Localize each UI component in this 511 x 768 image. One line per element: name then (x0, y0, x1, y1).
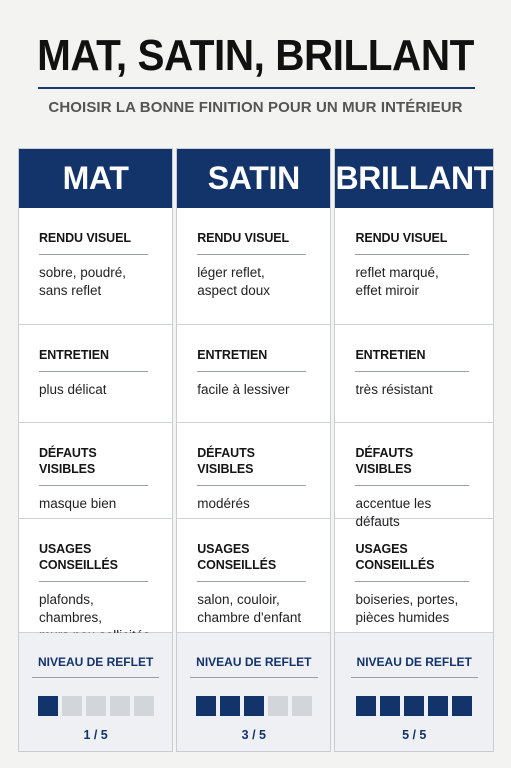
usages-conseilles-label: USAGES CONSEILLÉS (39, 541, 148, 582)
usages-conseilles-label: USAGES CONSEILLÉS (197, 541, 306, 582)
reflet-square-filled (220, 696, 240, 716)
entretien-cell (335, 325, 493, 423)
column-header-brillant: BRILLANT (335, 149, 493, 208)
rendu-visuel-label: RENDU VISUEL (197, 230, 306, 255)
niveau-reflet-label: NIVEAU DE REFLET (190, 654, 317, 678)
rendu-visuel-label: RENDU VISUEL (355, 230, 469, 255)
reflet-score: 5 / 5 (402, 728, 427, 742)
defauts-visibles-label: DÉFAUTS VISIBLES (39, 445, 148, 486)
reflet-square-filled (196, 696, 216, 716)
entretien-cell (177, 325, 330, 423)
niveau-reflet-cell (19, 633, 172, 751)
reflet-square-empty (62, 696, 82, 716)
reflet-square-filled (404, 696, 424, 716)
column-satin (176, 148, 331, 752)
defauts-visibles-value: modérés (197, 496, 250, 511)
reflet-score: 1 / 5 (83, 728, 108, 742)
reflet-level-meter (19, 696, 172, 716)
entretien-label: ENTRETIEN (197, 347, 306, 372)
reflet-square-empty (86, 696, 106, 716)
reflet-square-filled (452, 696, 472, 716)
reflet-square-filled (244, 696, 264, 716)
finish-comparison-table (18, 148, 494, 752)
niveau-reflet-cell (335, 633, 493, 751)
reflet-square-filled (356, 696, 376, 716)
entretien-label: ENTRETIEN (39, 347, 148, 372)
reflet-score: 3 / 5 (241, 728, 266, 742)
reflet-square-filled (38, 696, 58, 716)
defauts-visibles-cell (177, 423, 330, 519)
defauts-visibles-value: masque bien (39, 496, 117, 511)
usages-conseilles-cell (177, 519, 330, 633)
rendu-visuel-cell (19, 208, 172, 325)
defauts-visibles-value: accentue les défauts (355, 496, 432, 529)
usages-conseilles-cell (335, 519, 493, 633)
entretien-cell (19, 325, 172, 423)
column-brillant (334, 148, 494, 752)
reflet-level-meter (177, 696, 330, 716)
defauts-visibles-cell (19, 423, 172, 519)
column-mat (18, 148, 173, 752)
usages-conseilles-value: plafonds, chambres, (39, 592, 103, 625)
reflet-square-empty (268, 696, 288, 716)
usages-conseilles-cell (19, 519, 172, 633)
rendu-visuel-cell (335, 208, 493, 325)
page-subtitle: CHOISIR LA BONNE FINITION POUR UN MUR INTÉRIEUR (48, 99, 463, 116)
usages-conseilles-value: boiseries, portes, pièces humides (355, 592, 459, 625)
niveau-reflet-label: NIVEAU DE REFLET (351, 654, 478, 678)
title-divider (38, 87, 475, 89)
rendu-visuel-cell (177, 208, 330, 325)
niveau-reflet-cell (177, 633, 330, 751)
entretien-value: plus délicat (39, 382, 107, 397)
reflet-square-empty (292, 696, 312, 716)
defauts-visibles-label: DÉFAUTS VISIBLES (197, 445, 306, 486)
reflet-level-meter (335, 696, 493, 716)
rendu-visuel-value: léger reflet, aspect doux (197, 265, 271, 298)
rendu-visuel-value: reflet marqué, effet miroir (355, 265, 439, 298)
page-title: MAT, SATIN, BRILLANT (37, 31, 474, 80)
entretien-value: très résistant (355, 382, 433, 397)
entretien-label: ENTRETIEN (355, 347, 469, 372)
niveau-reflet-label: NIVEAU DE REFLET (32, 654, 159, 678)
defauts-visibles-label: DÉFAUTS VISIBLES (355, 445, 469, 486)
reflet-square-empty (134, 696, 154, 716)
usages-conseilles-label: USAGES CONSEILLÉS (355, 541, 469, 582)
reflet-square-filled (428, 696, 448, 716)
reflet-square-empty (110, 696, 130, 716)
entretien-value: facile à lessiver (197, 382, 290, 397)
usages-conseilles-value: salon, couloir, chambre d'enfant (197, 592, 302, 625)
reflet-square-filled (380, 696, 400, 716)
rendu-visuel-value: sobre, poudré, sans reflet (39, 265, 127, 298)
defauts-visibles-cell (335, 423, 493, 529)
column-header-satin: SATIN (177, 149, 330, 208)
column-header-mat: MAT (19, 149, 172, 208)
rendu-visuel-label: RENDU VISUEL (39, 230, 148, 255)
